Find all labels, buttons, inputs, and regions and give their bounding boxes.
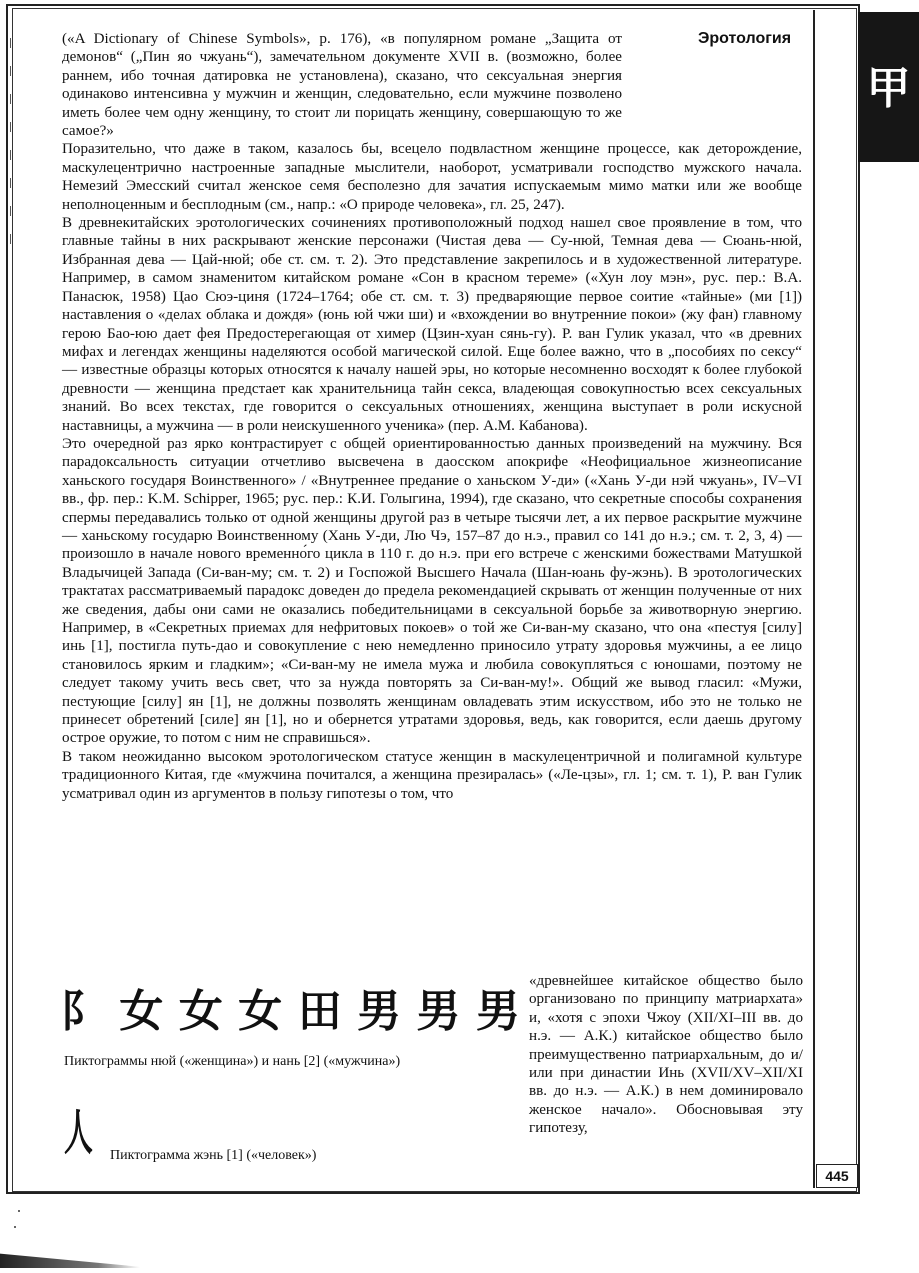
thumb-index-glyph: 甲: [866, 63, 911, 114]
thumb-index-tab: [858, 12, 919, 162]
pictogram-5: 田: [297, 986, 342, 1037]
paragraph-5-continued: «древнейшее китайское общество было организовано по принципу матриархата» и, «хотя с эпохи Чжоу (XII/XI–III вв. до н.э. — А.К.) китайское общество было преимущественно патриархальным, до и/или при династии Инь (XVII/XV–XII/XI вв. до н.э. — А.К.) в нем доминировало женское начало». Обосновывая эту гипотезу,: [529, 973, 803, 1137]
pictogram-1: ⻖: [60, 986, 104, 1037]
paragraph-3: В древнекитайских эротологических сочинениях противоположный подход нашел свое проявление в том, что главные тайны в них раскрывают женские персонажи (Чистая дева — Су-нюй, Темная дева — Сюань-нюй, Избранная дева — Цай-нюй; обе ст. см. т. 2). Это представление закрепилось и в художественной литературе. Например, в самом знаменитом китайском романе «Сон в красном тереме» («Хун лоу мэн», рус. пер.: В.А. Панасюк, 1958) Цао Сюэ-циня (1724–1764; обе ст. см. т. 3) предваряющие первое соитие «тайные» (ми [1]) наставления о «делах облака и дождя» (юнь юй чжи ши) и «вхождении во внутренние покои» (жу фан) главному герою Бао-юю дает фея Предостерегающая от химер (Цзин-хуан сянь-гу). Р. ван Гулик указал, что «в древних мифах и легендах женщины наделяются особой магической силой. Еще более важно, что в „пособиях по сексу“ — известные образцы которых относятся к началу нашей эры, но которые несомненно восходят к более глубокой древности — женщина предстает как хранительница тайн секса, владеющая совокупностью всех сексуальных знаний. Во всех текстах, где говорится о сексуальных отношениях, женщина выступает в роли искусной наставницы, а мужчина — в роли неискушенного ученика» (пер. А.М. Кабанова).: [62, 215, 802, 434]
section-title: Эротология: [698, 30, 792, 47]
pictogram-man: 人: [64, 1105, 93, 1161]
caption-woman-man: Пиктограммы нюй («женщина») и нань [2] («мужчина»): [64, 1054, 401, 1069]
pictogram-6: 男: [357, 986, 402, 1037]
paragraph-5: В таком неожиданно высоком эротологическом статусе женщин в маскулецентричной и полигамной культуре традиционного Китая, где «мужчина почитался, а женщина презиралась» («Ле-цзы», гл. 1; см. т. 1), Р. ван Гулик усматривал один из аргументов в пользу гипотезы о том, что: [62, 748, 802, 802]
main-text: [62, 30, 802, 803]
pictogram-8: 男: [475, 986, 520, 1037]
pictogram-2: 女: [119, 986, 164, 1037]
paragraph-4: Это очередной раз ярко контрастирует с общей ориентированностью данных произведений на мужчину. Вся парадоксальность ситуации отчетливо высвечена в даосском апокрифе «Неофициальное жизнеописание ханьского государя Воинственного» / «Внутреннее предание о ханьском У-ди» («Хань У-ди нэй чжуань», IV–VI вв., фр. пер.: K.M. Schipper, 1965; рус. пер.: К.И. Голыгина, 1994), где сказано, что секретные способы сохранения спермы передавались только от одной женщины другой раз в четыре тысячи лет, а их первое раскрытие мужчине — ханьскому государю Воинственному (Хань У-ди, Лю Чэ, 157–87 до н.э., правил со 141 до н.э.; см. т. 2, 3, 4) — произошло в начале нового временно́го цикла в 110 г. до н.э. при его встрече с женскими божествами Матушкой Владычицей Запада (Си-ван-му; см. т. 2) и Госпожой Высшего Начала (Шан-юань фу-жэнь). В эротологических трактатах рассматриваемый парадокс доведен до предела рекомендацией скрывать от женщин полученные от них же сведения, дабы они сами не оказались победительницами в сексуальной борьбе за животворную энергию. Например, в «Секретных приемах для нефритовых покоев» о той же Си-ван-му сказано, что она «пестуя [силу] инь [1], постигла путь-дао и совокупление с нею немедленно приносило утрату здоровья мужчины, а ее лицо становилось ярким и гладким»; «Си-ван-му не имела мужа и любила совокупляться с юношами, поэтому не следует такому учить весь свет, что за нужда повторять за Си-ван-му!». Общий же вывод гласил: «Мужи, пестующие [силу] ян [1], не должны позволять женщинам овладевать этим искусством, ибо это не только не принесет обретений [силе] ян [1], но и обернется утратами здоровья, ведь, как говорится, если даешь другому острое оружие, то потом с ним не справишься».: [62, 435, 802, 747]
pictogram-7: 男: [416, 986, 461, 1037]
scan-speck: [14, 1226, 16, 1228]
scan-shadow: [0, 1244, 140, 1268]
column-rule: [813, 10, 815, 1188]
margin-marks: [8, 20, 12, 270]
page-number: 445: [816, 1164, 858, 1188]
pictogram-4: 女: [238, 986, 283, 1037]
paragraph-2: Поразительно, что даже в таком, казалось бы, всецело подвластном женщине процессе, как деторождение, маскулецентрично настроенные западные мыслители, наоборот, усматривали господство мужского начала. Немезий Эмесский считал женское семя бесполезно для зачатия испускаемым мимо матки или же вообще неполноценным и бесплодным (см., напр.: «О природе человека», гл. 25, 247).: [62, 141, 802, 213]
pictogram-row: [60, 982, 520, 1042]
pictogram-3: 女: [178, 986, 223, 1037]
paragraph-1: («A Dictionary of Chinese Symbols», p. 176), «в популярном романе „Защита от демонов“ („Пин яо чжуань“), замечательном документе XVII в. (возможно, более раннем, ибо точная датировка не установлена), сказано, что сексуальная энергия одинаково интенсивна у мужчин и женщин, следовательно, если мужчине позволено иметь более чем одну женщину, то стоит ли порицать женщину, совершающую то же самое?»: [62, 31, 622, 140]
caption-man: Пиктограмма жэнь [1] («человек»): [110, 1148, 317, 1163]
scan-speck: [18, 1210, 20, 1212]
